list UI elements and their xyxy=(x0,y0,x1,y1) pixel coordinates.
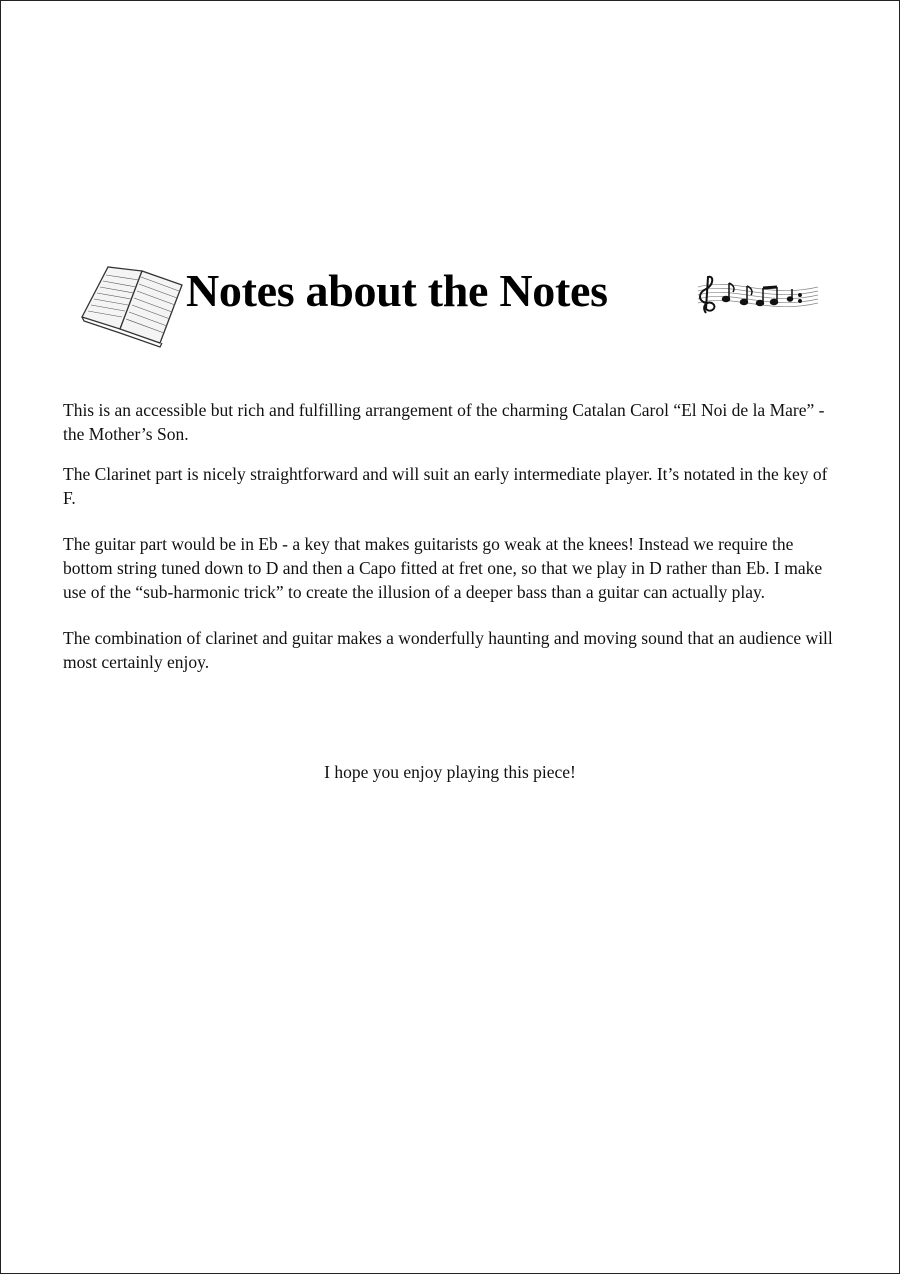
open-book-icon xyxy=(78,259,188,349)
page-title: Notes about the Notes xyxy=(186,265,608,316)
closing-line: I hope you enjoy playing this piece! xyxy=(324,762,576,782)
page-header xyxy=(78,255,838,350)
paragraph-intro: This is an accessible but rich and fulfilling arrangement of the charming Catalan Carol “El Noi de la Mare” - the Mother’s Son. xyxy=(63,400,825,444)
paragraph-guitar: The guitar part would be in Eb - a key that makes guitarists go weak at the knees! Instead we require the bottom string tuned down to D and then a Capo fitted at fret one, so that we play in D rather than Eb. I make use of the “sub-harmonic trick” to create the illusion of a deeper bass than a guitar can actually play. xyxy=(63,534,823,602)
music-notes-icon xyxy=(688,269,823,319)
paragraph-combination: The combination of clarinet and guitar makes a wonderfully haunting and moving sound that an audience will most certainly enjoy. xyxy=(63,628,833,672)
notes-body xyxy=(63,398,841,690)
paragraph-clarinet: The Clarinet part is nicely straightforward and will suit an early intermediate player. It’s notated in the key of F. xyxy=(63,464,828,508)
